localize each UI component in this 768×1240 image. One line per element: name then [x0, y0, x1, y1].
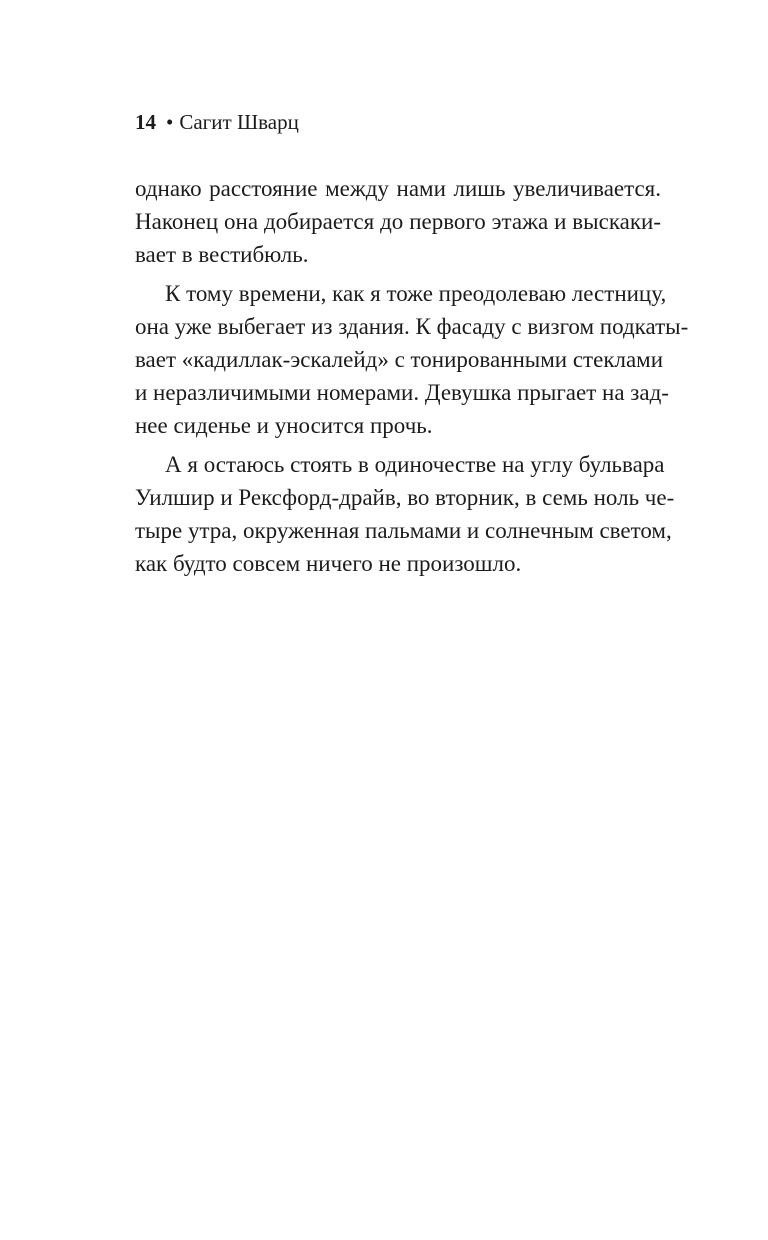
body-text [135, 172, 689, 580]
text-line: Уилшир и Рексфорд-драйв, во вторник, в семь ноль че- [135, 485, 675, 510]
text-line: тыре утра, окруженная пальмами и солнечным светом, [135, 518, 672, 543]
text-line: вает «кадиллак-эскалейд» с тонированными стеклами [135, 347, 664, 372]
text-line: Наконец она добирается до первого этажа и выскаки- [135, 209, 661, 234]
text-line: К тому времени, как я тоже преодолеваю лестницу, [165, 281, 667, 306]
running-head [135, 108, 299, 136]
text-line: как будто совсем ничего не произошло. [135, 551, 522, 576]
text-line: и неразличимыми номерами. Девушка прыгает на зад- [135, 380, 669, 405]
text-line: нее сиденье и уносится прочь. [135, 413, 433, 438]
paragraph-3 [135, 448, 675, 580]
paragraph-2 [135, 277, 689, 442]
header-separator: • [166, 110, 174, 134]
text-line: вает в вестибюль. [135, 242, 309, 267]
text-line: однако расстояние между нами лишь увеличивается. [135, 176, 661, 201]
page-number: 14 [135, 110, 156, 134]
author-name: Сагит Шварц [179, 110, 299, 134]
paragraph-1 [135, 172, 661, 271]
text-line: она уже выбегает из здания. К фасаду с визгом подкаты- [135, 314, 689, 339]
text-line: А я остаюсь стоять в одиночестве на углу бульвара [165, 452, 665, 477]
